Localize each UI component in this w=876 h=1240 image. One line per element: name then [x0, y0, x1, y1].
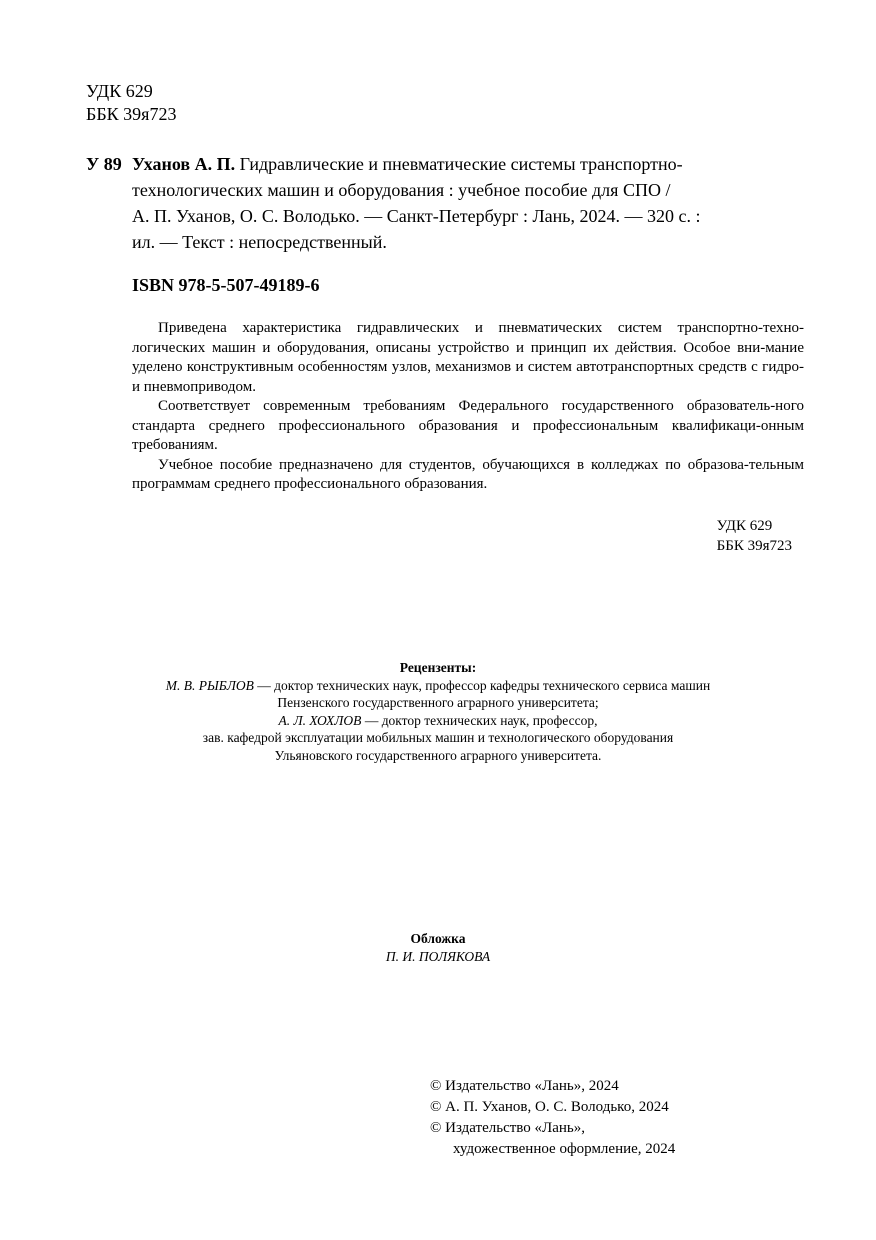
bbk-code: ББК 39я723	[86, 104, 177, 124]
reviewer-2-line-3: Ульяновского государственного аграрного университета.	[274, 747, 602, 763]
reviewer-1-name: М. В. РЫБЛОВ	[165, 677, 254, 693]
reviewer-1-title: — доктор технических наук, профессор кафедры технического сервиса машин	[253, 677, 711, 693]
copyright-block	[430, 1076, 675, 1160]
udk-code-bottom: УДК 629	[716, 518, 773, 534]
annotation-paragraph-3: Учебное пособие предназначено для студентов, обучающихся в колледжах по образова-тельным программам среднего профессионального образования.	[132, 456, 804, 492]
title-start: Гидравлические и пневматические системы транспортно-	[235, 154, 683, 174]
biblio-line-2: технологических машин и оборудования : учебное пособие для СПО /	[132, 180, 671, 200]
annotation	[132, 319, 804, 495]
author-sign: У 89	[86, 154, 122, 174]
reviewer-2-line-2: зав. кафедрой эксплуатации мобильных машин и технологического оборудования	[202, 730, 674, 745]
copyright-line-3: © Издательство «Лань»,	[430, 1120, 585, 1136]
classification-bottom	[717, 516, 792, 556]
cover-heading: Обложка	[410, 931, 466, 946]
annotation-paragraph-2: Соответствует современным требованиям Федерального государственного образователь-ного стандарта среднего профессионального образования и профессиональным квалификаци-онным требованиям.	[132, 398, 804, 453]
isbn: ISBN 978-5-507-49189-6	[132, 275, 320, 295]
classification-top	[86, 80, 176, 126]
biblio-line-3: А. П. Уханов, О. С. Володько. — Санкт-Петербург : Лань, 2024. — 320 с. :	[132, 206, 701, 226]
cover-designer-name: П. И. ПОЛЯКОВА	[385, 948, 491, 964]
biblio-line-4: ил. — Текст : непосредственный.	[132, 232, 387, 252]
reviewers	[0, 659, 876, 764]
udk-code: УДК 629	[86, 81, 153, 101]
reviewers-heading: Рецензенты:	[399, 660, 477, 675]
author-name: Уханов А. П.	[132, 154, 236, 174]
bbk-code-bottom: ББК 39я723	[716, 538, 792, 554]
bibliographic-text	[132, 151, 794, 255]
cover-credit	[0, 930, 876, 965]
reviewer-2-line-1	[0, 712, 876, 730]
copyright-line-1: © Издательство «Лань», 2024	[430, 1078, 619, 1094]
copyright-line-2: © А. П. Уханов, О. С. Володько, 2024	[430, 1099, 669, 1115]
reviewer-1-line-1	[0, 677, 876, 695]
bibliographic-entry	[86, 151, 794, 255]
copyright-line-4: художественное оформление, 2024	[453, 1141, 676, 1157]
reviewer-1-line-2: Пензенского государственного аграрного университета;	[277, 695, 599, 710]
reviewer-2-title: — доктор технических наук, профессор,	[361, 712, 598, 728]
reviewer-2-name: А. Л. ХОХЛОВ	[278, 712, 362, 728]
biblio-line-1	[132, 151, 794, 177]
annotation-paragraph-1: Приведена характеристика гидравлических и пневматических систем транспортно-техно-логических машин и оборудования, описаны устройство и принцип их действия. Особое вни-мание уделено конструктивным особенностям узлов, механизмов и систем автотранспортных средств с гидро- и пневмоприводом.	[132, 320, 804, 395]
